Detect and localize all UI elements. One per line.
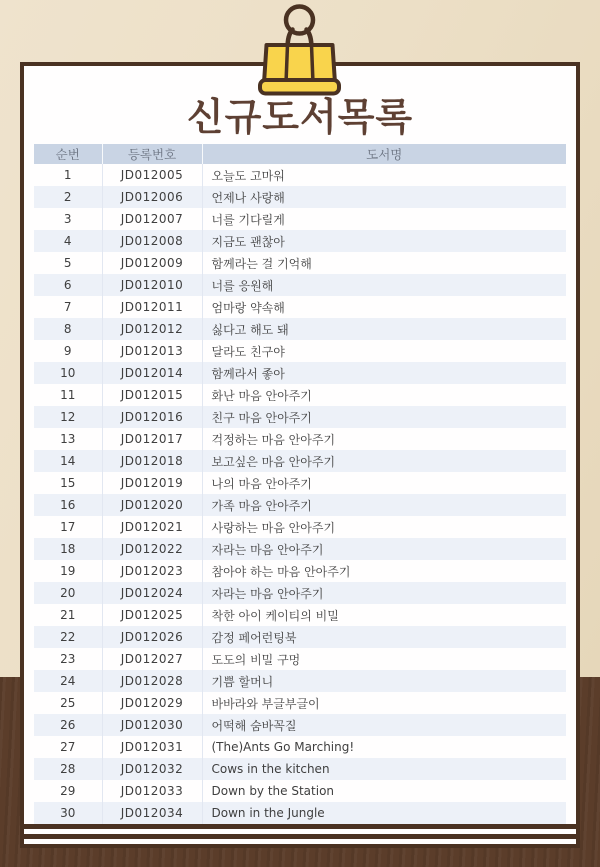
row-book-title: 걱정하는 마음 안아주기	[211, 432, 336, 447]
row-book-title: 달라도 친구야	[211, 344, 285, 359]
row-registration-number: JD012032	[102, 758, 202, 780]
table-row	[34, 648, 566, 670]
page-title: 신규도서목록	[186, 95, 414, 139]
row-number: 28	[34, 758, 102, 780]
row-registration-number: JD012008	[102, 230, 202, 252]
table-row	[34, 318, 566, 340]
row-book-title: 착한 아이 케이티의 비밀	[211, 608, 339, 623]
row-book-title: 가족 마음 안아주기	[202, 494, 566, 516]
row-book-title: Down by the Station	[211, 784, 335, 798]
table-row	[34, 230, 566, 252]
row-number: 14	[34, 450, 102, 472]
row-book-title: 참아야 하는 마음 안아주기	[211, 564, 351, 579]
row-number: 1	[34, 164, 102, 186]
clipboard-panel	[20, 62, 580, 848]
row-number: 30	[34, 802, 102, 824]
row-book-title: 화난 마음 안아주기	[211, 388, 312, 403]
table-header-row	[34, 144, 566, 164]
row-book-title: 함께라서 좋아	[202, 362, 566, 384]
row-registration-number: JD012013	[102, 340, 202, 362]
row-registration-number: JD012020	[102, 494, 202, 516]
row-registration-number: JD012034	[102, 802, 202, 824]
row-registration-number: JD012029	[102, 692, 202, 714]
row-number: 3	[34, 208, 102, 230]
row-book-title: 자라는 마음 안아주기	[202, 538, 566, 560]
table-row	[34, 296, 566, 318]
row-registration-number: JD012031	[102, 736, 202, 758]
table-row	[34, 736, 566, 758]
table-row	[34, 516, 566, 538]
table-row	[34, 384, 566, 406]
table-row	[34, 428, 566, 450]
row-book-title: 나의 마음 안아주기	[211, 476, 312, 491]
row-book-title: Cows in the kitchen	[202, 758, 566, 780]
row-number: 11	[34, 384, 102, 406]
row-book-title: (The)Ants Go Marching!	[211, 740, 355, 754]
row-book-title: 지금도 괜찮아	[202, 230, 566, 252]
table-row	[34, 714, 566, 736]
table-row	[34, 538, 566, 560]
row-number: 5	[34, 252, 102, 274]
row-number: 27	[34, 736, 102, 758]
row-book-title: 자라는 마음 안아주기	[202, 582, 566, 604]
row-registration-number: JD012018	[102, 450, 202, 472]
row-registration-number: JD012030	[102, 714, 202, 736]
row-number: 19	[34, 560, 102, 582]
row-number: 25	[34, 692, 102, 714]
row-registration-number: JD012027	[102, 648, 202, 670]
row-number: 8	[34, 318, 102, 340]
panel-content	[24, 66, 576, 844]
row-number: 17	[34, 516, 102, 538]
book-list-table	[34, 144, 566, 824]
row-number: 15	[34, 472, 102, 494]
table-row	[34, 582, 566, 604]
row-number: 18	[34, 538, 102, 560]
column-header-book-title: 도서명	[202, 144, 566, 164]
row-number: 21	[34, 604, 102, 626]
row-registration-number: JD012006	[102, 186, 202, 208]
table-row	[34, 604, 566, 626]
row-registration-number: JD012024	[102, 582, 202, 604]
row-book-title: 함께라는 걸 기억해	[211, 256, 312, 271]
row-number: 23	[34, 648, 102, 670]
row-book-title: 바바라와 부글부글이	[211, 696, 320, 711]
row-book-title: 너를 기다릴게	[211, 212, 285, 227]
row-registration-number: JD012028	[102, 670, 202, 692]
row-registration-number: JD012009	[102, 252, 202, 274]
row-registration-number: JD012011	[102, 296, 202, 318]
row-book-title: 엄마랑 약속해	[211, 300, 285, 315]
row-book-title: 너를 응원해	[202, 274, 566, 296]
table-body	[34, 164, 566, 824]
row-registration-number: JD012007	[102, 208, 202, 230]
row-registration-number: JD012012	[102, 318, 202, 340]
table-row	[34, 758, 566, 780]
table-row	[34, 406, 566, 428]
row-registration-number: JD012026	[102, 626, 202, 648]
table-row	[34, 802, 566, 824]
row-registration-number: JD012033	[102, 780, 202, 802]
row-book-title: 기쁨 할머니	[202, 670, 566, 692]
row-registration-number: JD012010	[102, 274, 202, 296]
table-row	[34, 186, 566, 208]
table-row	[34, 780, 566, 802]
table-row	[34, 362, 566, 384]
row-number: 24	[34, 670, 102, 692]
row-book-title: 사랑하는 마음 안아주기	[211, 520, 336, 535]
table-row	[34, 274, 566, 296]
row-registration-number: JD012021	[102, 516, 202, 538]
row-book-title: 어떡해 숨바꼭질	[202, 714, 566, 736]
table-row	[34, 626, 566, 648]
binder-clip-icon	[256, 3, 344, 97]
row-number: 20	[34, 582, 102, 604]
row-number: 4	[34, 230, 102, 252]
bottom-stripe-decoration	[24, 824, 576, 844]
table-row	[34, 208, 566, 230]
row-registration-number: JD012014	[102, 362, 202, 384]
table-row	[34, 164, 566, 186]
row-number: 2	[34, 186, 102, 208]
table-row	[34, 340, 566, 362]
row-book-title: Down in the Jungle	[202, 802, 566, 824]
row-registration-number: JD012017	[102, 428, 202, 450]
row-book-title: 싫다고 해도 돼	[202, 318, 566, 340]
row-number: 16	[34, 494, 102, 516]
row-number: 26	[34, 714, 102, 736]
row-book-title: 언제나 사랑해	[202, 186, 566, 208]
row-book-title: 친구 마음 안아주기	[202, 406, 566, 428]
row-registration-number: JD012023	[102, 560, 202, 582]
row-number: 6	[34, 274, 102, 296]
row-registration-number: JD012025	[102, 604, 202, 626]
table-row	[34, 692, 566, 714]
table-row	[34, 494, 566, 516]
table-row	[34, 670, 566, 692]
row-registration-number: JD012022	[102, 538, 202, 560]
row-number: 12	[34, 406, 102, 428]
table-row	[34, 252, 566, 274]
row-book-title: 도도의 비밀 구멍	[211, 652, 301, 667]
row-number: 10	[34, 362, 102, 384]
table-row	[34, 450, 566, 472]
row-registration-number: JD012015	[102, 384, 202, 406]
column-header-number: 순번	[34, 144, 102, 164]
row-number: 29	[34, 780, 102, 802]
row-number: 13	[34, 428, 102, 450]
row-number: 9	[34, 340, 102, 362]
row-registration-number: JD012005	[102, 164, 202, 186]
row-registration-number: JD012019	[102, 472, 202, 494]
column-header-registration: 등록번호	[102, 144, 202, 164]
table-row	[34, 560, 566, 582]
row-book-title: 감정 페어런팅북	[202, 626, 566, 648]
table-row	[34, 472, 566, 494]
row-number: 7	[34, 296, 102, 318]
row-number: 22	[34, 626, 102, 648]
row-registration-number: JD012016	[102, 406, 202, 428]
row-book-title: 오늘도 고마워	[211, 168, 285, 183]
row-book-title: 보고싶은 마음 안아주기	[202, 450, 566, 472]
